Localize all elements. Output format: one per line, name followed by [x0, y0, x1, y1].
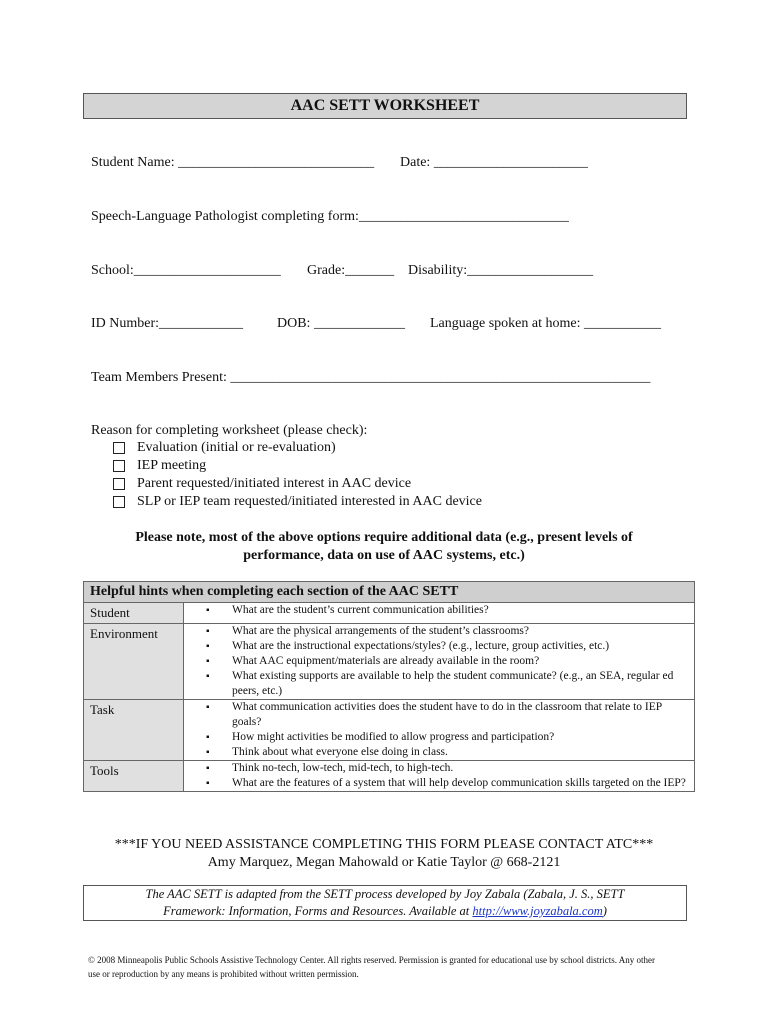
contact-info: [83, 836, 685, 872]
hints-label-task: Task: [84, 700, 184, 761]
hint-item: ▪ What are the student’s current communication abilities?: [184, 603, 694, 618]
hints-label-student: Student: [84, 603, 184, 624]
hints-label-tools: Tools: [84, 761, 184, 792]
reason-option-label: Parent requested/initiated interest in AAC device: [137, 476, 412, 491]
hint-item: ▪ How might activities be modified to allow progress and participation?: [184, 730, 694, 745]
reason-option-iep-meeting[interactable]: [113, 458, 206, 474]
reason-option-label: Evaluation (initial or re-evaluation): [137, 440, 336, 455]
hint-item: ▪ Think about what everyone else doing in class.: [184, 745, 694, 760]
hint-item: ▪ What are the features of a system that will help develop communication skills targeted on the IEP?: [184, 776, 694, 791]
reason-option-team-request[interactable]: [113, 494, 482, 510]
checkbox[interactable]: [113, 442, 125, 454]
hint-item: ▪ What are the instructional expectations/styles? (e.g., lecture, group activities, etc.): [184, 639, 694, 654]
joyzabala-link[interactable]: http://www.joyzabala.com: [472, 904, 603, 918]
dob-field[interactable]: DOB: _____________: [277, 316, 405, 331]
student-name-field[interactable]: Student Name: ____________________________: [91, 155, 375, 170]
worksheet-title: AAC SETT WORKSHEET: [83, 93, 687, 119]
id-number-field[interactable]: ID Number:____________: [91, 316, 244, 331]
additional-data-note: [83, 529, 685, 565]
slp-field[interactable]: Speech-Language Pathologist completing form:______________________________: [91, 209, 569, 224]
hints-label-environment: Environment: [84, 624, 184, 700]
credit-text: Framework: Information, Forms and Resources. Available at: [163, 904, 473, 918]
reason-option-evaluation[interactable]: [113, 440, 336, 456]
team-members-field[interactable]: Team Members Present: ____________________________________________________________: [91, 370, 651, 385]
grade-field[interactable]: Grade:_______: [307, 263, 395, 278]
hint-item: ▪ What AAC equipment/materials are already available in the room?: [184, 654, 694, 669]
disability-field[interactable]: Disability:__________________: [408, 263, 594, 278]
hint-item: ▪ Think no-tech, low-tech, mid-tech, to high-tech.: [184, 761, 694, 776]
copyright-notice: © 2008 Minneapolis Public Schools Assistive Technology Center. All rights reserved. Permission is granted for educational use by school districts. Any other use or reproduction by any means is prohibited without written permission.: [88, 955, 655, 979]
checkbox[interactable]: [113, 460, 125, 472]
hints-heading: Helpful hints when completing each section of the AAC SETT: [84, 582, 695, 603]
hint-item: ▪ What are the physical arrangements of the student’s classrooms?: [184, 624, 694, 639]
helpful-hints-table: [83, 581, 695, 792]
reason-prompt: Reason for completing worksheet (please check):: [91, 423, 368, 438]
note-line: Please note, most of the above options require additional data (e.g., present levels of: [135, 530, 633, 545]
date-field[interactable]: Date: ______________________: [400, 155, 588, 170]
credit-box: [83, 885, 687, 921]
credit-line: [84, 903, 686, 920]
note-line: performance, data on use of AAC systems, etc.): [243, 548, 525, 563]
reason-option-label: IEP meeting: [137, 458, 207, 473]
credit-text: ): [602, 904, 607, 918]
contact-line: ***IF YOU NEED ASSISTANCE COMPLETING THIS FORM PLEASE CONTACT ATC***: [114, 837, 654, 852]
reason-option-label: SLP or IEP team requested/initiated interested in AAC device: [137, 494, 482, 509]
hint-item: ▪ What existing supports are available to help the student communicate? (e.g., an SEA, regular ed peers, etc.): [184, 669, 694, 699]
school-field[interactable]: School:_____________________: [91, 263, 281, 278]
credit-line: The AAC SETT is adapted from the SETT process developed by Joy Zabala (Zabala, J. S., SETT: [145, 887, 625, 901]
language-field[interactable]: Language spoken at home: ___________: [430, 316, 661, 331]
contact-line: Amy Marquez, Megan Mahowald or Katie Taylor @ 668-2121: [207, 855, 561, 870]
reason-option-parent-request[interactable]: [113, 476, 411, 492]
hint-item: ▪ What communication activities does the student have to do in the classroom that relate to IEP goals?: [184, 700, 694, 730]
checkbox[interactable]: [113, 478, 125, 490]
checkbox[interactable]: [113, 496, 125, 508]
